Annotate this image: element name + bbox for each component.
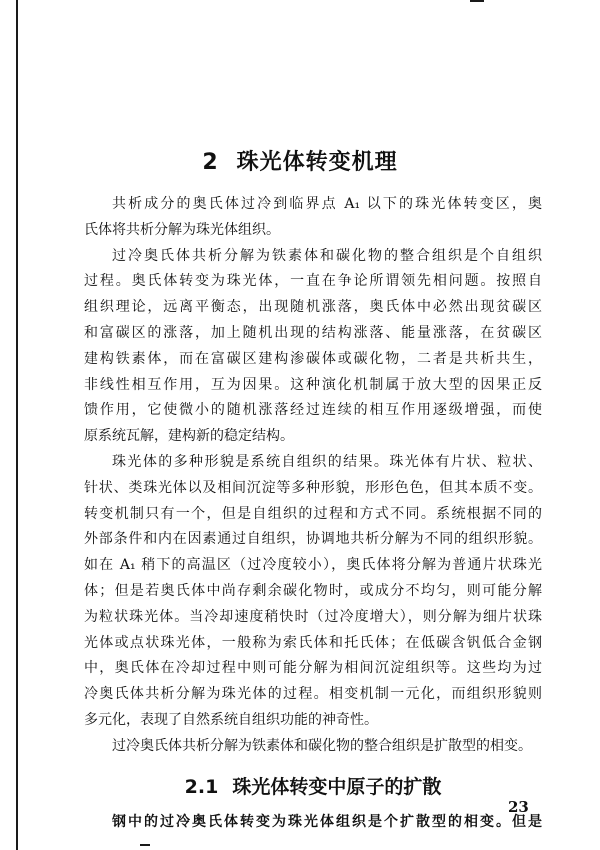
text-line: 非线性相互作用，互为因果。这种演化机制属于放大型的因果正反: [84, 376, 542, 393]
text-line: 钢中的过冷奥氏体转变为珠光体组织是个扩散型的相变。但是: [112, 813, 542, 830]
text-line: 多元化，表现了自然系统自组织功能的神奇性。: [84, 711, 378, 728]
text-line: 光体或点状珠光体，一般称为索氏体和托氏体；在低碳含钒低合金钢: [84, 634, 542, 651]
paragraph-2: [84, 244, 542, 450]
section-title: 珠光体转变中原子的扩散: [232, 775, 442, 798]
section-number: 2.1: [184, 775, 219, 798]
page-left-border: [16, 0, 18, 850]
chapter-heading: [0, 145, 600, 176]
paragraph-4: [84, 734, 542, 760]
scan-mark-top: [470, 0, 484, 2]
chapter-number: 2: [202, 150, 219, 175]
text-line: 为粒状珠光体。当冷却速度稍快时（过冷度增大），则分解为细片状珠: [84, 608, 542, 625]
text-line: 过冷奥氏体共析分解为铁素体和碳化物的整合组织是个自组织: [112, 247, 542, 264]
text-line: 原系统瓦解，建构新的稳定结构。: [84, 428, 294, 445]
text-line: 针状、类珠光体以及相间沉淀等多种形貌，形形色色，但其本质不变。: [84, 479, 542, 496]
text-line: 转变机制只有一个，但是自组织的过程和方式不同。系统根据不同的: [84, 505, 542, 522]
text-line: 过冷奥氏体共析分解为铁素体和碳化物的整合组织是扩散型的相变。: [112, 737, 532, 754]
text-line: 外部条件和内在因素通过自组织，协调地共析分解为不同的组织形貌。: [84, 531, 542, 548]
section-heading: [84, 772, 542, 802]
text-line: 冷奥氏体共析分解为珠光体的过程。相变机制一元化，而组织形貌则: [84, 686, 542, 703]
body-text: [84, 192, 542, 835]
paragraph-1: [84, 192, 542, 244]
text-line: 和富碳区的涨落，加上随机出现的结构涨落、能量涨落，在贫碳区: [84, 324, 542, 341]
section-paragraph-1: [84, 810, 542, 836]
text-line: 体；但是若奥氏体中尚存剩余碳化物时，或成分不均匀，则可能分解: [84, 582, 542, 599]
scan-mark-bottom: [140, 844, 150, 846]
text-line: 如在 A₁ 稍下的高温区（过冷度较小），奥氏体将分解为普通片状珠光: [84, 557, 542, 574]
text-line: 组织理论，远离平衡态，出现随机涨落，奥氏体中必然出现贫碳区: [84, 299, 542, 316]
chapter-title: 珠光体转变机理: [236, 150, 398, 175]
text-line: 珠光体的多种形貌是系统自组织的结果。珠光体有片状、粒状、: [112, 453, 542, 470]
text-line: 中，奥氏体在冷却过程中则可能分解为相间沉淀组织等。这些均为过: [84, 660, 542, 677]
paragraph-3: [84, 450, 542, 734]
page-number: 23: [508, 798, 529, 816]
text-line: 建构铁素体，而在富碳区建构渗碳体或碳化物，二者是共析共生，: [84, 350, 542, 367]
text-line: 共析成分的奥氏体过冷到临界点 A₁ 以下的珠光体转变区，奥: [112, 196, 542, 212]
text-line: 氏体将共析分解为珠光体组织。: [84, 221, 280, 238]
text-line: 馈作用，它使微小的随机涨落经过连续的相互作用逐级增强，而使: [84, 402, 542, 419]
text-line: 过程。奥氏体转变为珠光体，一直在争论所谓领先相问题。按照自: [84, 273, 542, 290]
